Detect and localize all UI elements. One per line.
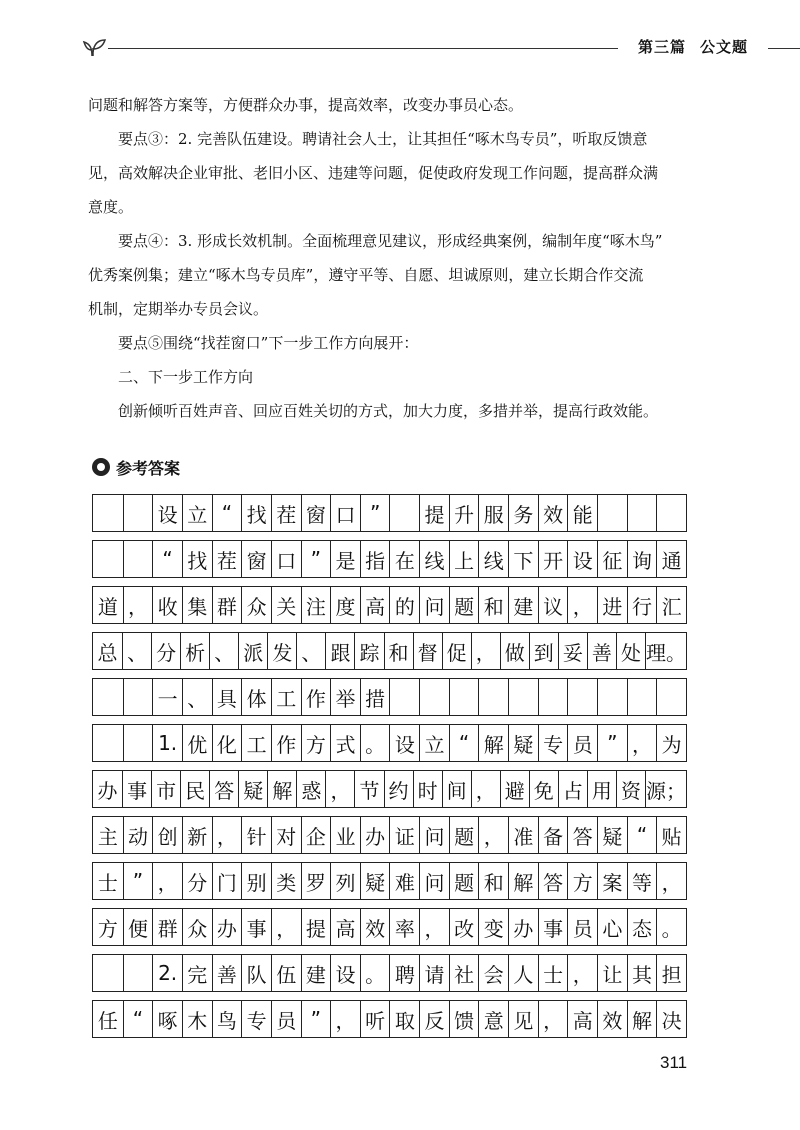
grid-cell: 指 [360, 541, 390, 577]
grid-cell: 跟 [325, 633, 354, 669]
grid-cell: 间 [442, 771, 471, 807]
grid-cell: 道 [97, 594, 118, 619]
grid-cell: “ [449, 725, 479, 761]
grid-cell: 方 [301, 725, 331, 761]
page-number: 311 [660, 1053, 688, 1072]
grid-cell: “ [152, 541, 182, 577]
grid-cell: 事 [241, 909, 271, 945]
grid-cell [627, 495, 657, 531]
grid-cell: 发 [267, 633, 296, 669]
grid-cell: 群 [212, 587, 242, 623]
grid-cell [93, 679, 123, 715]
grid-cell: 体 [241, 679, 271, 715]
body-line: 创新倾听百姓声音、回应百姓关切的方式，加大力度，多措并举，提高行政效能。 [118, 402, 659, 420]
grid-cell: 效 [597, 1001, 627, 1037]
grid-cell: “ [212, 495, 242, 531]
grid-cell: 收 [152, 587, 182, 623]
grid-cell: 线 [419, 541, 449, 577]
grid-cell: 口 [271, 541, 301, 577]
grid-cell: 。 [360, 725, 390, 761]
grid-cell: 题 [449, 863, 479, 899]
grid-cell: 心 [597, 909, 627, 945]
answer-title: 参考答案 [116, 458, 181, 478]
grid-cell: 列 [330, 863, 360, 899]
grid-cell: “ [123, 1001, 153, 1037]
grid-cell [93, 495, 123, 531]
grid-row [92, 954, 687, 992]
grid-cell: 服 [478, 495, 508, 531]
grid-cell: 设 [152, 495, 182, 531]
header-part: 第三篇 [638, 38, 687, 56]
grid-cell: 资 [616, 771, 645, 807]
grid-cell: 士 [97, 870, 118, 895]
grid-cell: 开 [538, 541, 568, 577]
grid-cell: 答 [538, 863, 568, 899]
grid-cell: 提 [419, 495, 449, 531]
header-title [638, 36, 762, 57]
grid-cell: 反 [419, 1001, 449, 1037]
grid-cell: 啄 [152, 1001, 182, 1037]
grid-cell: ， [325, 771, 354, 807]
grid-cell: 措 [360, 679, 390, 715]
grid-cell: 答 [567, 817, 597, 853]
grid-cell: 作 [301, 679, 331, 715]
grid-cell: ， [538, 1001, 568, 1037]
grid-cell: 专 [241, 1001, 271, 1037]
grid-cell: 到 [529, 633, 558, 669]
grid-cell: ， [152, 863, 182, 899]
grid-cell: 下 [508, 541, 538, 577]
grid-cell: 员 [567, 909, 597, 945]
body-line: 机制，定期举办专员会议。 [88, 300, 269, 318]
grid-cell: 员 [271, 1001, 301, 1037]
answer-badge-icon [92, 458, 110, 476]
grid-cell: 化 [212, 725, 242, 761]
grid-cell: 士 [538, 955, 568, 991]
grid-cell: 难 [389, 863, 419, 899]
grid-cell: 工 [271, 679, 301, 715]
grid-cell: ， [567, 587, 597, 623]
grid-cell: 促 [442, 633, 471, 669]
grid-cell: 事 [538, 909, 568, 945]
grid-cell: 请 [419, 955, 449, 991]
grid-cell: 办 [212, 909, 242, 945]
grid-cell: 证 [389, 817, 419, 853]
grid-cell: 约 [384, 771, 413, 807]
grid-cell: 态 [627, 909, 657, 945]
grid-cell: 鸟 [212, 1001, 242, 1037]
grid-cell: 议 [538, 587, 568, 623]
grid-cell: 新 [182, 817, 212, 853]
grid-cell: 总 [97, 640, 118, 665]
grid-cell: 具 [212, 679, 242, 715]
grid-row [92, 540, 687, 578]
grid-cell: 针 [241, 817, 271, 853]
grid-cell: 效 [360, 909, 390, 945]
grid-cell: 踪 [354, 633, 383, 669]
grid-cell: ， [478, 817, 508, 853]
grid-cell: 备 [538, 817, 568, 853]
grid-cell: 效 [538, 495, 568, 531]
grid-cell: 解 [627, 1001, 657, 1037]
grid-cell: 析 [180, 633, 209, 669]
grid-cell: 找 [241, 495, 271, 531]
grid-cell: 立 [182, 495, 212, 531]
grid-cell: 疑 [238, 771, 267, 807]
grid-cell: 疑 [508, 725, 538, 761]
grid-cell: 举 [330, 679, 360, 715]
grid-cell: 分 [151, 633, 180, 669]
grid-row [92, 862, 687, 900]
grid-cell: ” [360, 495, 390, 531]
grid-cell: 善 [587, 633, 616, 669]
body-line: 要点③：2. 完善队伍建设。聘请社会人士，让其担任“啄木鸟专员”，听取反馈意 [118, 130, 648, 148]
grid-cell: ， [419, 909, 449, 945]
grid-cell: 率 [389, 909, 419, 945]
grid-cell: 、 [209, 633, 238, 669]
grid-cell: 改 [449, 909, 479, 945]
grid-cell: 源； [645, 771, 686, 807]
grid-cell [123, 679, 153, 715]
grid-cell: 1. [152, 725, 182, 761]
grid-cell: ” [301, 1001, 331, 1037]
grid-cell [123, 541, 153, 577]
grid-cell [449, 679, 479, 715]
grid-cell: 督 [413, 633, 442, 669]
grid-cell: 等 [627, 863, 657, 899]
grid-cell: ， [212, 817, 242, 853]
grid-cell: ” [597, 725, 627, 761]
grid-cell: 门 [212, 863, 242, 899]
grid-cell: 专 [538, 725, 568, 761]
answer-grid-sheet [92, 494, 687, 1046]
grid-cell: 办 [360, 817, 390, 853]
grid-cell: ， [471, 771, 500, 807]
grid-cell [597, 495, 627, 531]
grid-cell: 高 [360, 587, 390, 623]
body-text [88, 88, 698, 428]
grid-row [92, 816, 687, 854]
grid-cell: 社 [449, 955, 479, 991]
grid-cell: ， [330, 1001, 360, 1037]
grid-cell: 立 [419, 725, 449, 761]
grid-row [92, 586, 687, 624]
grid-cell: 占 [558, 771, 587, 807]
grid-cell: 设 [567, 541, 597, 577]
header-rule-left [108, 48, 618, 49]
grid-cell: 上 [449, 541, 479, 577]
grid-cell: 见 [508, 1001, 538, 1037]
grid-cell [478, 679, 508, 715]
grid-row [92, 724, 687, 762]
grid-cell: 题 [449, 587, 479, 623]
grid-cell: 高 [567, 1001, 597, 1037]
grid-cell: 准 [508, 817, 538, 853]
grid-cell: 意 [478, 1001, 508, 1037]
grid-cell [567, 679, 597, 715]
grid-cell: ， [627, 725, 657, 761]
grid-cell: 用 [587, 771, 616, 807]
grid-cell: ， [656, 863, 686, 899]
grid-cell: 进 [597, 587, 627, 623]
grid-cell: 和 [384, 633, 413, 669]
grid-cell: 询 [627, 541, 657, 577]
grid-cell: 建 [301, 955, 331, 991]
grid-cell: 茬 [271, 495, 301, 531]
grid-cell: 便 [123, 909, 153, 945]
grid-cell: 在 [389, 541, 419, 577]
grid-cell: ” [123, 863, 153, 899]
grid-cell: 口 [330, 495, 360, 531]
grid-row [92, 770, 687, 808]
body-line: 意度。 [88, 198, 134, 216]
grid-cell: 关 [271, 587, 301, 623]
grid-cell: 解 [267, 771, 296, 807]
grid-cell: 能 [567, 495, 597, 531]
grid-cell: 免 [529, 771, 558, 807]
grid-cell: 问 [419, 863, 449, 899]
grid-cell: 一 [152, 679, 182, 715]
grid-cell: 度 [330, 587, 360, 623]
grid-cell: 变 [478, 909, 508, 945]
grid-cell [627, 679, 657, 715]
grid-cell: 创 [152, 817, 182, 853]
grid-cell: 通 [656, 541, 686, 577]
grid-cell: 和 [478, 587, 508, 623]
answer-heading [92, 456, 180, 478]
grid-cell: 分 [182, 863, 212, 899]
grid-cell: 。 [656, 909, 686, 945]
grid-cell: 设 [330, 955, 360, 991]
grid-cell [123, 495, 153, 531]
grid-cell: 队 [241, 955, 271, 991]
grid-cell: 市 [151, 771, 180, 807]
grid-cell: 善 [212, 955, 242, 991]
grid-cell: 做 [500, 633, 529, 669]
grid-cell: 的 [389, 587, 419, 623]
grid-cell [656, 495, 686, 531]
grid-cell: 。 [360, 955, 390, 991]
grid-cell: ， [567, 955, 597, 991]
page-header [78, 30, 778, 60]
grid-cell: 企 [301, 817, 331, 853]
grid-cell: “ [627, 817, 657, 853]
grid-cell [123, 725, 153, 761]
grid-cell: 问 [419, 587, 449, 623]
grid-cell: 担 [656, 955, 686, 991]
grid-cell [93, 955, 123, 991]
grid-cell: 别 [241, 863, 271, 899]
grid-cell: 题 [449, 817, 479, 853]
grid-cell: 、 [296, 633, 325, 669]
grid-cell: 派 [238, 633, 267, 669]
grid-cell: 聘 [389, 955, 419, 991]
grid-cell [389, 495, 419, 531]
grid-cell: 作 [271, 725, 301, 761]
grid-cell: 办 [508, 909, 538, 945]
grid-cell [389, 679, 419, 715]
grid-cell: 业 [330, 817, 360, 853]
grid-cell: 找 [182, 541, 212, 577]
grid-cell: 解 [478, 725, 508, 761]
grid-row [92, 908, 687, 946]
grid-cell: 完 [182, 955, 212, 991]
grid-cell: 答 [209, 771, 238, 807]
grid-cell: 时 [413, 771, 442, 807]
grid-cell: 工 [241, 725, 271, 761]
grid-cell: 任 [97, 1008, 118, 1033]
body-line: 优秀案例集；建立“啄木鸟专员库”，遵守平等、自愿、坦诚原则，建立长期合作交流 [88, 266, 644, 284]
grid-cell: 会 [478, 955, 508, 991]
grid-cell: 解 [508, 863, 538, 899]
grid-cell: 听 [360, 1001, 390, 1037]
header-rule-right [768, 48, 800, 49]
grid-cell [93, 541, 123, 577]
grid-row [92, 678, 687, 716]
grid-cell [597, 679, 627, 715]
grid-cell: 类 [271, 863, 301, 899]
grid-cell: 馈 [449, 1001, 479, 1037]
grid-cell [93, 725, 123, 761]
grid-cell: ” [301, 541, 331, 577]
grid-cell: 方 [97, 916, 118, 941]
grid-cell: 理。 [645, 633, 686, 669]
grid-cell: ， [271, 909, 301, 945]
grid-cell: 方 [567, 863, 597, 899]
grid-cell: 伍 [271, 955, 301, 991]
grid-cell: 2. [152, 955, 182, 991]
grid-cell: 和 [478, 863, 508, 899]
body-line: 见，高效解决企业审批、老旧小区、违建等问题，促使政府发现工作问题，提高群众满 [88, 164, 659, 182]
grid-cell: 众 [182, 909, 212, 945]
body-line: 二、下一步工作方向 [118, 368, 254, 386]
grid-cell: 处 [616, 633, 645, 669]
grid-cell: 建 [508, 587, 538, 623]
grid-cell: 疑 [360, 863, 390, 899]
grid-cell: 汇 [656, 587, 686, 623]
grid-cell: 高 [330, 909, 360, 945]
body-line: 要点⑤围绕“找茬窗口”下一步工作方向展开： [118, 334, 419, 352]
grid-cell: 是 [330, 541, 360, 577]
grid-row [92, 494, 687, 532]
grid-row [92, 632, 687, 670]
grid-cell: 罗 [301, 863, 331, 899]
grid-cell: 升 [449, 495, 479, 531]
grid-cell: 主 [97, 824, 118, 849]
grid-cell: 、 [122, 633, 151, 669]
grid-cell: 群 [152, 909, 182, 945]
grid-cell: 员 [567, 725, 597, 761]
grid-cell: 取 [389, 1001, 419, 1037]
grid-cell: 、 [182, 679, 212, 715]
grid-cell [656, 679, 686, 715]
grid-cell: 众 [241, 587, 271, 623]
body-line: 问题和解答方案等，方便群众办事，提高效率，改变办事员心态。 [88, 96, 524, 114]
grid-cell: 问 [419, 817, 449, 853]
grid-cell: 提 [301, 909, 331, 945]
body-line: 要点④：3. 形成长效机制。全面梳理意见建议，形成经典案例，编制年度“啄木鸟” [118, 232, 663, 250]
grid-cell: ， [471, 633, 500, 669]
grid-cell: 设 [389, 725, 419, 761]
grid-cell: 事 [122, 771, 151, 807]
grid-cell: 线 [478, 541, 508, 577]
grid-cell: 其 [627, 955, 657, 991]
grid-cell: 节 [354, 771, 383, 807]
grid-cell: 民 [180, 771, 209, 807]
grid-cell: 集 [182, 587, 212, 623]
grid-row [92, 1000, 687, 1038]
grid-cell: 妥 [558, 633, 587, 669]
grid-cell [419, 679, 449, 715]
grid-cell: 贴 [656, 817, 686, 853]
grid-cell: 动 [123, 817, 153, 853]
grid-cell [508, 679, 538, 715]
grid-cell: 窗 [241, 541, 271, 577]
grid-cell: 行 [627, 587, 657, 623]
grid-cell [123, 955, 153, 991]
grid-cell: 务 [508, 495, 538, 531]
grid-cell: 疑 [597, 817, 627, 853]
grid-cell: 优 [182, 725, 212, 761]
grid-cell: 避 [500, 771, 529, 807]
header-section: 公文题 [700, 38, 749, 56]
grid-cell: 木 [182, 1001, 212, 1037]
grid-cell: 注 [301, 587, 331, 623]
grid-cell: 式 [330, 725, 360, 761]
grid-cell: 惑 [296, 771, 325, 807]
grid-cell [538, 679, 568, 715]
grid-cell: 人 [508, 955, 538, 991]
grid-cell: ， [123, 587, 153, 623]
grid-cell: 办 [97, 778, 118, 803]
grid-cell: 窗 [301, 495, 331, 531]
grid-cell: 茬 [212, 541, 242, 577]
grid-cell: 决 [656, 1001, 686, 1037]
grid-cell: 征 [597, 541, 627, 577]
grid-cell: 案 [597, 863, 627, 899]
grid-cell: 对 [271, 817, 301, 853]
grid-cell: 为 [656, 725, 686, 761]
sprout-icon [78, 30, 108, 60]
grid-cell: 让 [597, 955, 627, 991]
